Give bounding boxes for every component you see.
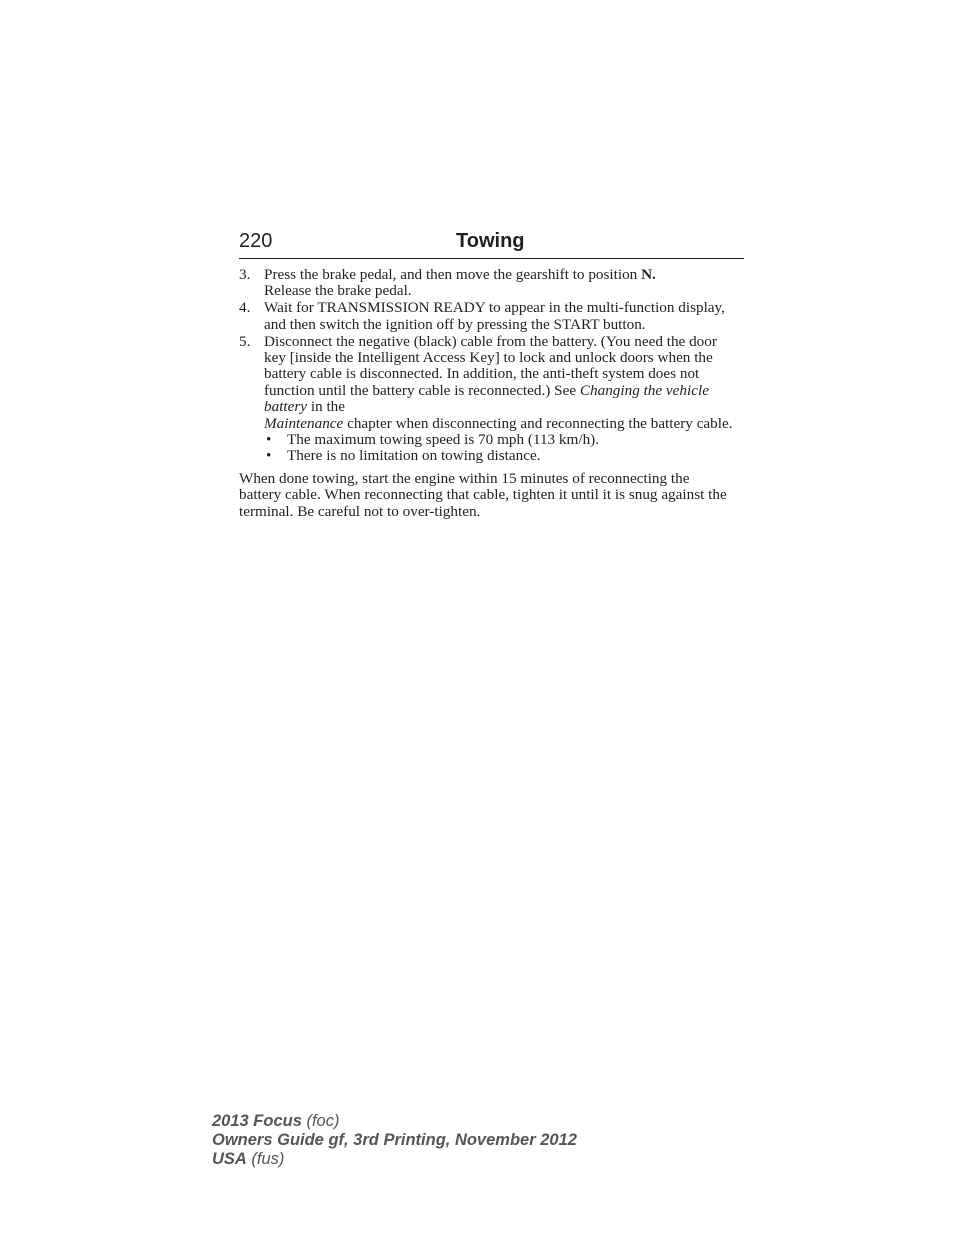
step-5 bbox=[239, 334, 734, 465]
step-4 bbox=[239, 300, 734, 333]
cross-reference: Changing the vehicle battery bbox=[264, 381, 709, 416]
step-number: 4. bbox=[239, 299, 251, 317]
step-text: in the bbox=[307, 398, 345, 416]
bullet-text: There is no limitation on towing distance. bbox=[287, 447, 541, 465]
step-number: 5. bbox=[239, 332, 251, 350]
step-text: Disconnect the negative (black) cable from the battery. (You need the door key [inside the Intelligent Access Key] to lock and unlock doors when the battery cable is disconnected. In addition, the anti-theft system does not function until the battery cable is reconnected.) See bbox=[264, 332, 717, 399]
footer-printing: Owners Guide gf, 3rd Printing, November 2012 bbox=[212, 1131, 577, 1149]
document-footer bbox=[212, 1112, 577, 1169]
footer-market: USA bbox=[212, 1150, 247, 1168]
bullet-list bbox=[264, 432, 734, 465]
footer-model: 2013 Focus bbox=[212, 1112, 302, 1130]
footer-code: (foc) bbox=[301, 1112, 340, 1130]
chapter-title: Towing bbox=[456, 230, 525, 252]
gear-position: N. bbox=[641, 266, 656, 283]
footer-code: (fus) bbox=[246, 1150, 285, 1168]
bullet-icon: • bbox=[266, 431, 272, 449]
footer-line-2 bbox=[212, 1131, 577, 1150]
step-list bbox=[239, 267, 734, 465]
footer-line-3 bbox=[212, 1150, 577, 1169]
page-header bbox=[239, 228, 744, 259]
step-text: Press the brake pedal, and then move the gearshift to position bbox=[264, 266, 642, 283]
step-text: Wait for TRANSMISSION READY to appear in the multi-function display, and then switch the ignition off by pressing the START button. bbox=[264, 299, 725, 333]
list-item bbox=[264, 448, 734, 464]
page-body bbox=[239, 267, 734, 520]
step-text: chapter when disconnecting and reconnecting the battery cable. bbox=[343, 414, 733, 432]
step-number: 3. bbox=[239, 266, 251, 283]
chapter-reference: Maintenance bbox=[264, 414, 344, 432]
footer-line-1 bbox=[212, 1112, 577, 1131]
list-item bbox=[264, 432, 734, 448]
bullet-icon: • bbox=[266, 447, 272, 465]
body-paragraph: When done towing, start the engine within 15 minutes of reconnecting the battery cable. When reconnecting that cable, tighten it until it is snug against the terminal. Be careful not to over-tighten. bbox=[239, 469, 727, 520]
page-number: 220 bbox=[239, 230, 273, 252]
step-3 bbox=[239, 267, 734, 300]
step-text: Release the brake pedal. bbox=[264, 282, 412, 300]
bullet-text: The maximum towing speed is 70 mph (113 km/h). bbox=[287, 431, 600, 449]
